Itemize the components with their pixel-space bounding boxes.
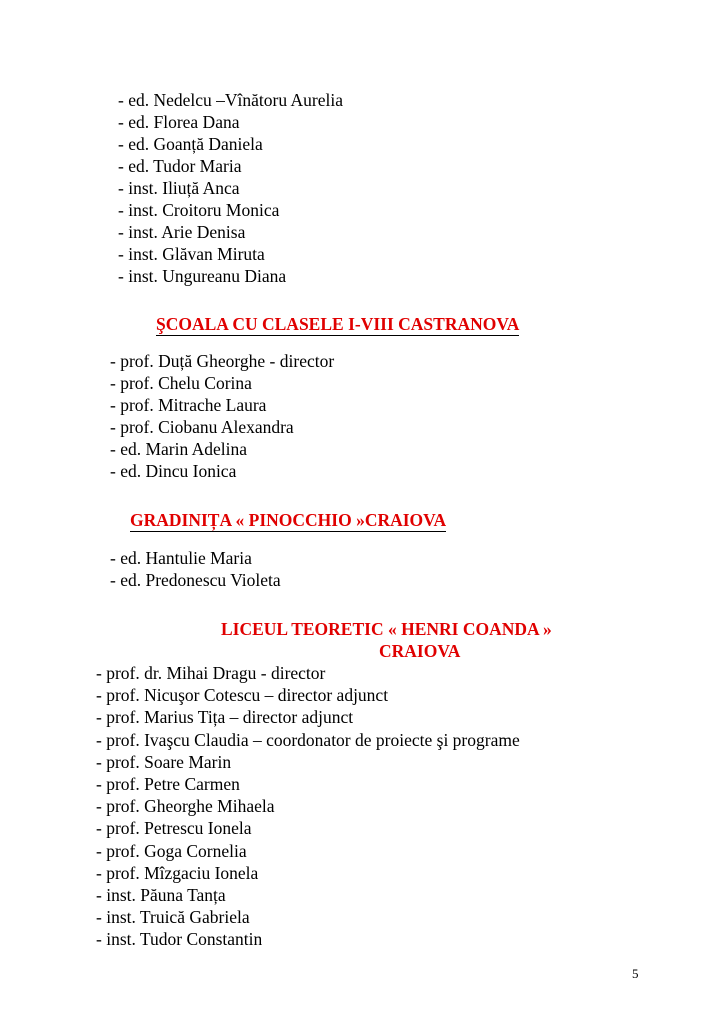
list-item: - prof. Ciobanu Alexandra [110,417,294,437]
list-item: - prof. Chelu Corina [110,373,252,393]
list-item: - prof. Marius Tița – director adjunct [96,707,354,727]
list-item: - inst. Croitoru Monica [118,200,280,220]
section-heading [156,313,519,335]
section-heading-text: GRADINIȚA « PINOCCHIO »CRAIOVA [130,510,447,530]
list-item: - prof. Mitrache Laura [110,395,267,415]
section-heading: CRAIOVA [379,641,461,661]
list-item: - ed. Florea Dana [118,112,240,132]
list-item: - prof. Petrescu Ionela [96,818,252,838]
list-item: - ed. Nedelcu –Vînătoru Aurelia [118,90,343,110]
list-item: - inst. Tudor Constantin [96,929,263,949]
section-heading: LICEUL TEORETIC « HENRI COANDA » [221,619,552,639]
section-heading [130,509,446,531]
list-item: - inst. Truică Gabriela [96,907,250,927]
list-item: - inst. Iliuță Anca [118,178,240,198]
list-item: - prof. Ivaşcu Claudia – coordonator de proiecte şi programe [96,730,520,750]
list-item: - ed. Dincu Ionica [110,461,237,481]
list-item: - inst. Păuna Tanța [96,885,226,905]
list-item: - prof. Petre Carmen [96,774,240,794]
list-item: - prof. Nicuşor Cotescu – director adjunct [96,685,389,705]
list-item: - ed. Hantulie Maria [110,548,252,568]
list-item: - ed. Marin Adelina [110,439,248,459]
list-item: - prof. Mîzgaciu Ionela [96,863,259,883]
list-item: - prof. Duță Gheorghe - director [110,351,335,371]
list-item: - ed. Goanță Daniela [118,134,263,154]
list-item: - prof. dr. Mihai Dragu - director [96,663,326,683]
list-item: - prof. Gheorghe Mihaela [96,796,275,816]
list-item: - ed. Tudor Maria [118,156,242,176]
page-number: 5 [632,966,639,981]
list-item: - prof. Soare Marin [96,752,232,772]
section-heading-text: ŞCOALA CU CLASELE I-VIII CASTRANOVA [156,314,520,334]
list-item: - inst. Ungureanu Diana [118,266,287,286]
list-item: - prof. Goga Cornelia [96,841,247,861]
list-item: - inst. Arie Denisa [118,222,246,242]
list-item: - ed. Predonescu Violeta [110,570,281,590]
list-item: - inst. Glăvan Miruta [118,244,265,264]
